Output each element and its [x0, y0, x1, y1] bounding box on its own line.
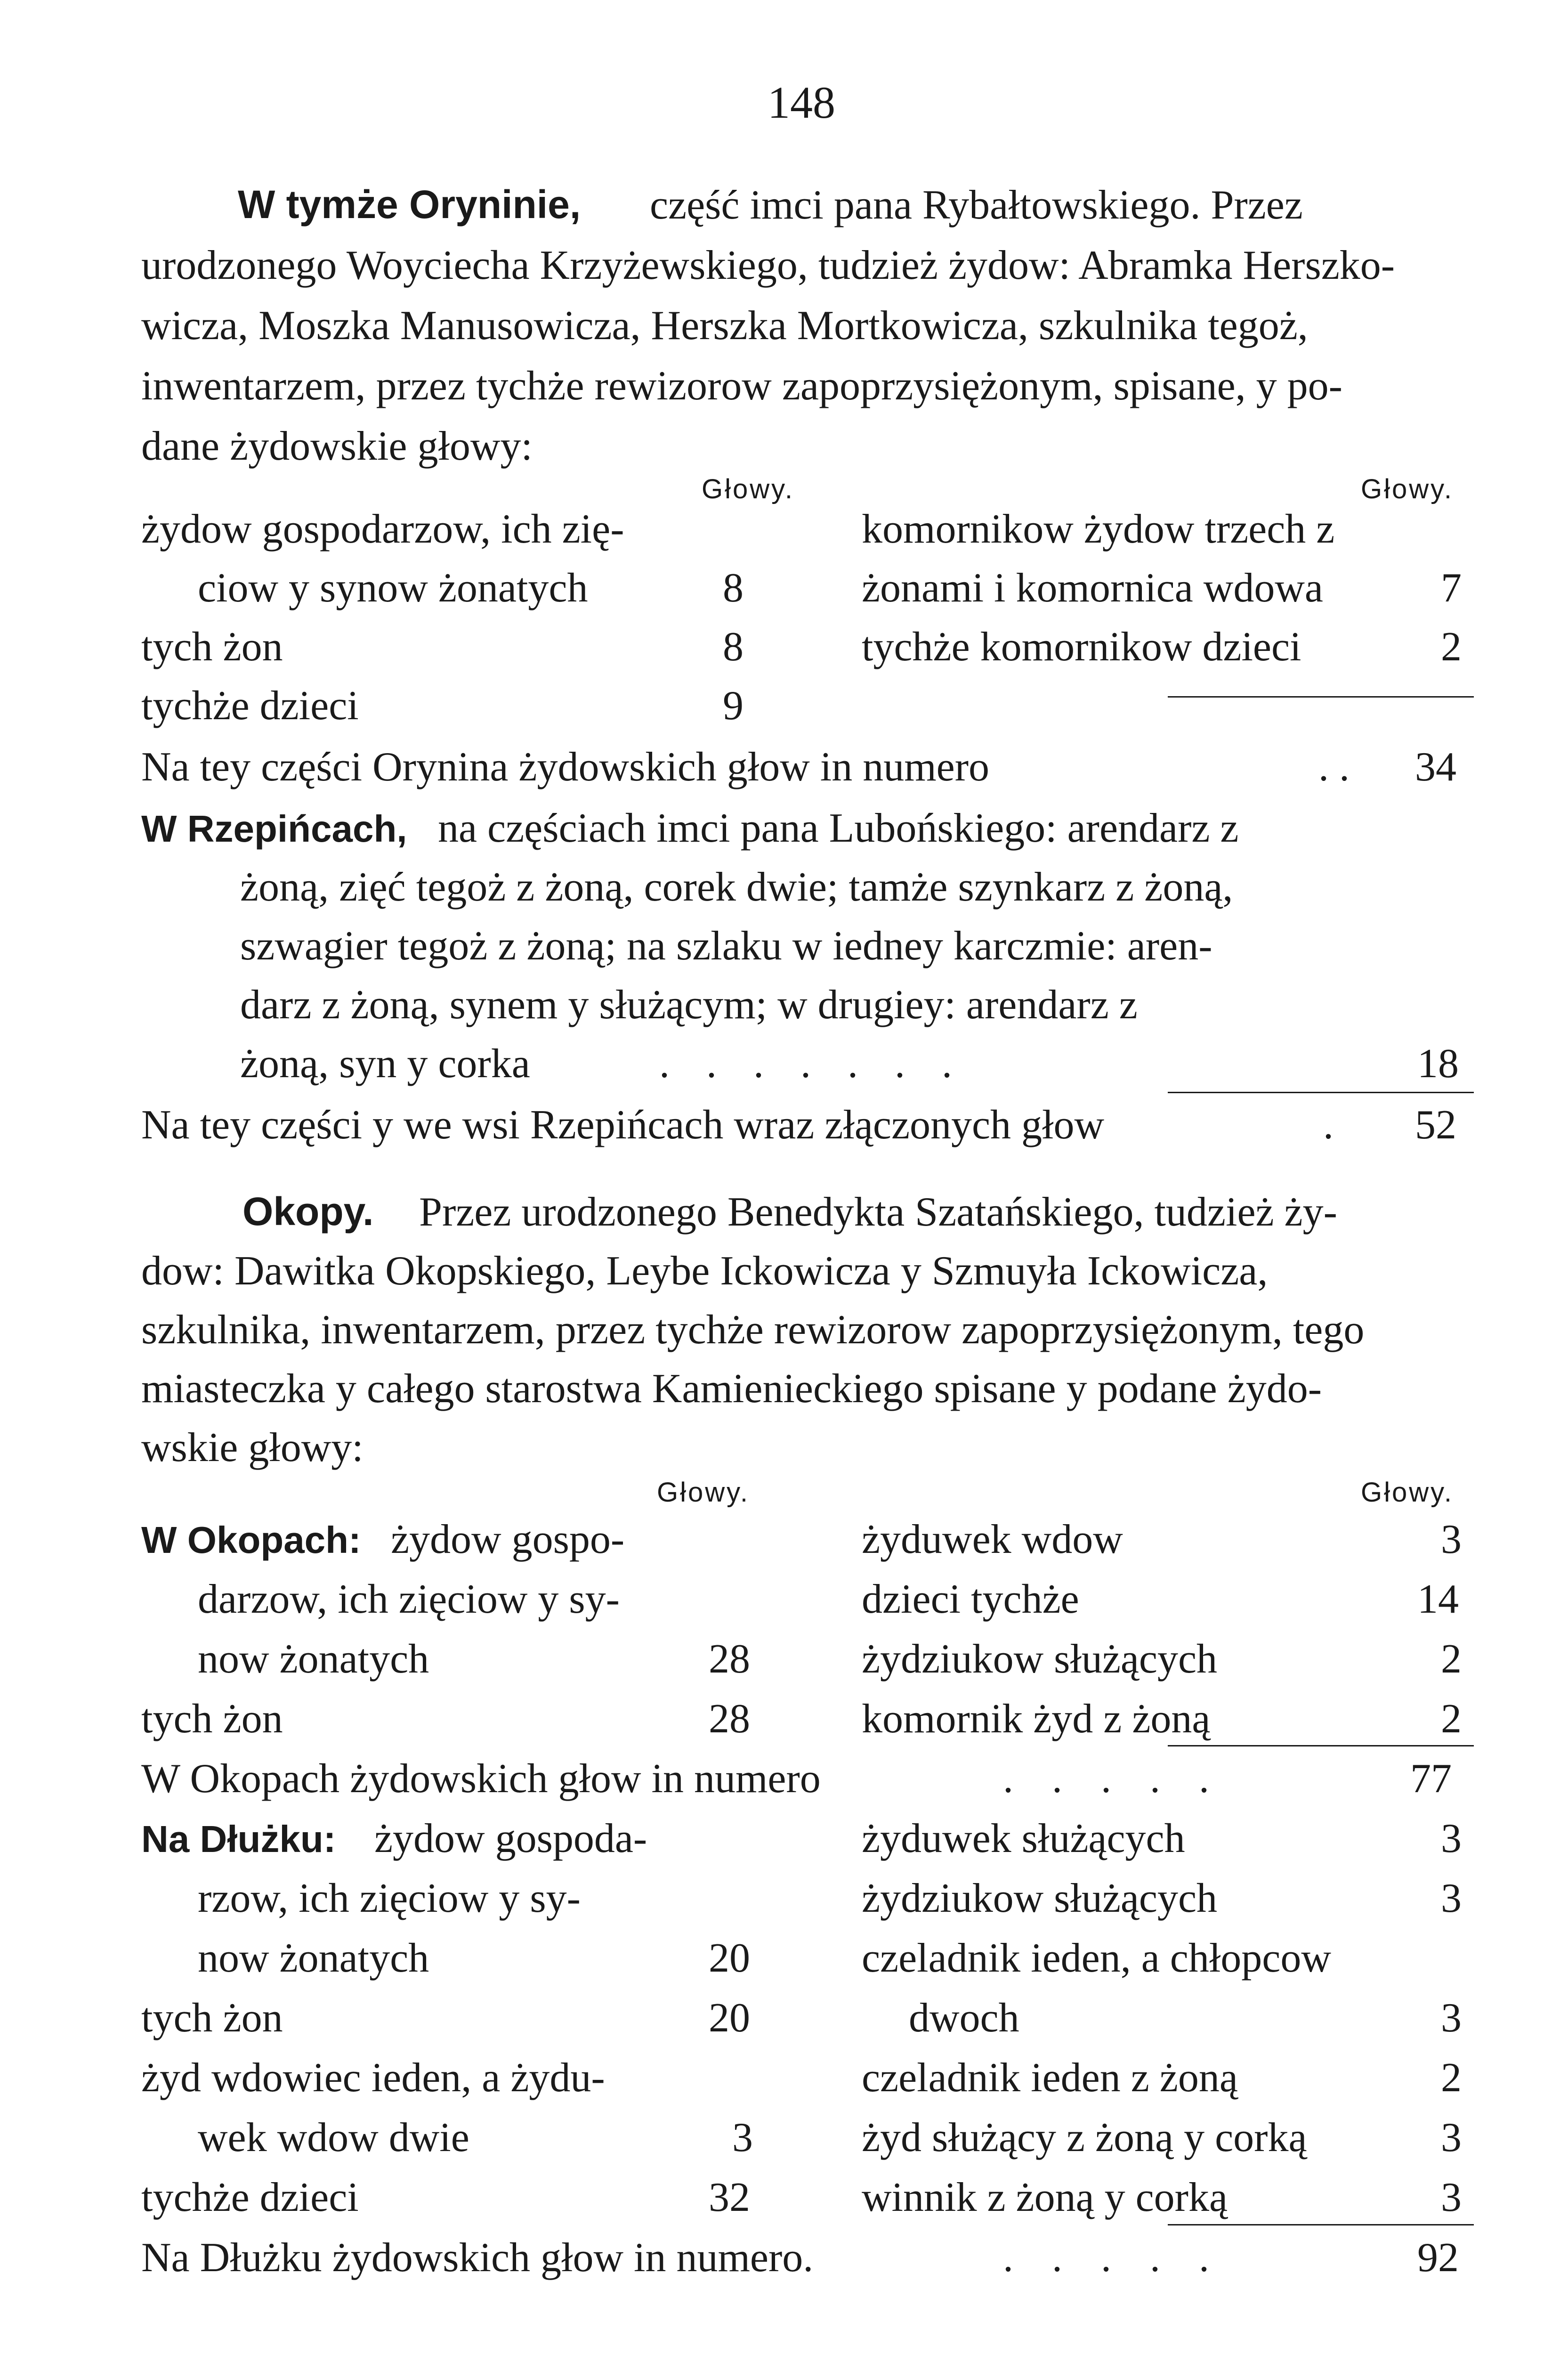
tally-item-label: now żonatych	[198, 1935, 429, 1981]
tally-item-label: komornik żyd z żoną	[862, 1696, 1211, 1742]
paragraph-line: szkulnika, inwentarzem, przez tychże rewizorow zapoprzysiężonym, tego	[141, 1307, 1365, 1353]
paragraph-line: żoną, syn y corka	[240, 1041, 530, 1087]
tally-item-label: żydow gospoda-	[374, 1816, 647, 1861]
paragraph-line: żoną, zięć tegoż z żoną, corek dwie; tamże szynkarz z żoną,	[240, 864, 1233, 910]
tally-item-label: darzow, ich zięciow y sy-	[198, 1576, 620, 1622]
section-okopy-title: Okopy.	[242, 1189, 374, 1234]
paragraph-line: darz z żoną, synem y służącym; w drugiey: arendarz z	[240, 982, 1138, 1028]
leader-dots: . . . . .	[1003, 1756, 1223, 1802]
total-count: 52	[1415, 1102, 1456, 1148]
paragraph-line: dane żydowskie głowy:	[141, 423, 533, 469]
tally-item-count: 2	[1441, 2055, 1462, 2101]
tally-item-count: 20	[709, 1995, 750, 2041]
paragraph-line: miasteczka y całego starostwa Kamienieckiego spisane y podane żydo-	[141, 1366, 1322, 1412]
paragraph-line: szwagier tegoż z żoną; na szlaku w iedney karczmie: aren-	[240, 923, 1212, 969]
leader-dots: . . . . .	[1003, 2235, 1223, 2281]
paragraph-line: na częściach imci pana Lubońskiego: arendarz z	[438, 805, 1239, 851]
tally-item-count: 20	[709, 1935, 750, 1981]
tally-item-count: 2	[1441, 1636, 1462, 1682]
tally-item-label: tychże dzieci	[141, 683, 359, 729]
tally-item-label: now żonatych	[198, 1636, 429, 1682]
tally-item-label: rzow, ich zięciow y sy-	[198, 1876, 581, 1921]
tally-item-label: żydow gospodarzow, ich zię-	[141, 506, 624, 552]
paragraph-line: wicza, Moszka Manusowicza, Herszka Mortkowicza, szkulnika tegoż,	[141, 303, 1308, 349]
total-count: 34	[1415, 744, 1456, 790]
total-line-label: W Okopach żydowskich głow in numero	[141, 1756, 821, 1802]
tally-item-label: czeladnik ieden z żoną	[862, 2055, 1238, 2101]
section-oryninie-title: W tymże Oryninie,	[238, 182, 581, 227]
tally-item-count: 18	[1417, 1041, 1459, 1087]
sum-rule	[1168, 1092, 1474, 1093]
tally-item-count: 32	[709, 2175, 750, 2220]
tally-item-count: 7	[1441, 565, 1462, 611]
tally-item-count: 2	[1441, 1696, 1462, 1742]
tally-item-label: winnik z żoną y corką	[862, 2175, 1228, 2220]
tally-item-label: żonami i komornica wdowa	[862, 565, 1323, 611]
total-count: 92	[1417, 2235, 1459, 2281]
tally-item-count: 3	[1441, 2115, 1462, 2160]
tally-item-label: dwoch	[909, 1995, 1019, 2041]
total-line-label: Na Dłużku żydowskich głow in numero.	[141, 2235, 814, 2281]
tally-item-count: 8	[723, 624, 744, 670]
tally-item-label: żydow gospo-	[391, 1517, 625, 1562]
leader-dots: . . . . . . .	[659, 1041, 965, 1087]
tally-item-label: czeladnik ieden, a chłopcow	[862, 1935, 1331, 1981]
tally-item-label: żyd służący z żoną y corką	[862, 2115, 1307, 2160]
tally-item-count: 28	[709, 1636, 750, 1682]
page-number: 148	[768, 77, 835, 128]
tally-item-count: 3	[1441, 1876, 1462, 1921]
tally-item-label: tychże dzieci	[141, 2175, 359, 2220]
dluzku-label: Na Dłużku:	[141, 1818, 336, 1860]
tally-item-count: 3	[1441, 1995, 1462, 2041]
tally-item-count: 2	[1441, 624, 1462, 670]
tally-item-label: żyd wdowiec ieden, a żydu-	[141, 2055, 605, 2101]
paragraph-line: inwentarzem, przez tychże rewizorow zapoprzysiężonym, spisane, y po-	[141, 363, 1342, 409]
total-line-label: Na tey części Orynina żydowskich głow in numero	[141, 744, 990, 790]
tally-item-label: tych żon	[141, 1696, 283, 1742]
paragraph-line: wskie głowy:	[141, 1425, 364, 1470]
sum-rule	[1168, 2224, 1474, 2225]
tally-item-count: 28	[709, 1696, 750, 1742]
leader-dots: . .	[1318, 744, 1350, 790]
tally-item-count: 3	[732, 2115, 753, 2160]
tally-item-label: żydziukow służących	[862, 1636, 1218, 1682]
tally-item-label: żyduwek służących	[862, 1816, 1185, 1861]
paragraph-line: urodzonego Woyciecha Krzyżewskiego, tudzież żydow: Abramka Herszko-	[141, 243, 1395, 288]
tally-item-label: ciow y synow żonatych	[198, 565, 588, 611]
sum-rule	[1168, 696, 1474, 698]
tally-item-count: 14	[1417, 1576, 1459, 1622]
tally-item-count: 3	[1441, 1816, 1462, 1861]
tally-item-label: dzieci tychże	[862, 1576, 1079, 1622]
paragraph-line: Przez urodzonego Benedykta Szatańskiego, tudzież ży-	[419, 1189, 1337, 1235]
tally-item-count: 8	[723, 565, 744, 611]
section-rzepincach-title: W Rzepińcach,	[141, 808, 407, 850]
column-header-glowy: Głowy.	[1361, 474, 1454, 504]
column-header-glowy: Głowy.	[1361, 1477, 1454, 1508]
paragraph-line: część imci pana Rybałtowskiego. Przez	[650, 182, 1303, 228]
tally-item-label: tychże komornikow dzieci	[862, 624, 1301, 670]
total-count: 77	[1410, 1756, 1452, 1802]
tally-item-count: 3	[1441, 1517, 1462, 1562]
tally-item-label: tych żon	[141, 1995, 283, 2041]
tally-item-label: tych żon	[141, 624, 283, 670]
tally-item-label: wek wdow dwie	[198, 2115, 469, 2160]
tally-item-label: komornikow żydow trzech z	[862, 506, 1335, 552]
tally-item-count: 3	[1441, 2175, 1462, 2220]
column-header-glowy: Głowy.	[702, 474, 794, 504]
sum-rule	[1168, 1745, 1474, 1746]
tally-item-count: 9	[723, 683, 744, 729]
okopach-label: W Okopach:	[141, 1519, 361, 1561]
tally-item-label: żydziukow służących	[862, 1876, 1218, 1921]
paragraph-line: dow: Dawitka Okopskiego, Leybe Ickowicza y Szmuyła Ickowicza,	[141, 1248, 1268, 1294]
tally-item-label: żyduwek wdow	[862, 1517, 1123, 1562]
leader-dots: .	[1323, 1102, 1334, 1148]
total-line-label: Na tey części y we wsi Rzepińcach wraz złączonych głow	[141, 1102, 1105, 1148]
column-header-glowy: Głowy.	[657, 1477, 750, 1508]
